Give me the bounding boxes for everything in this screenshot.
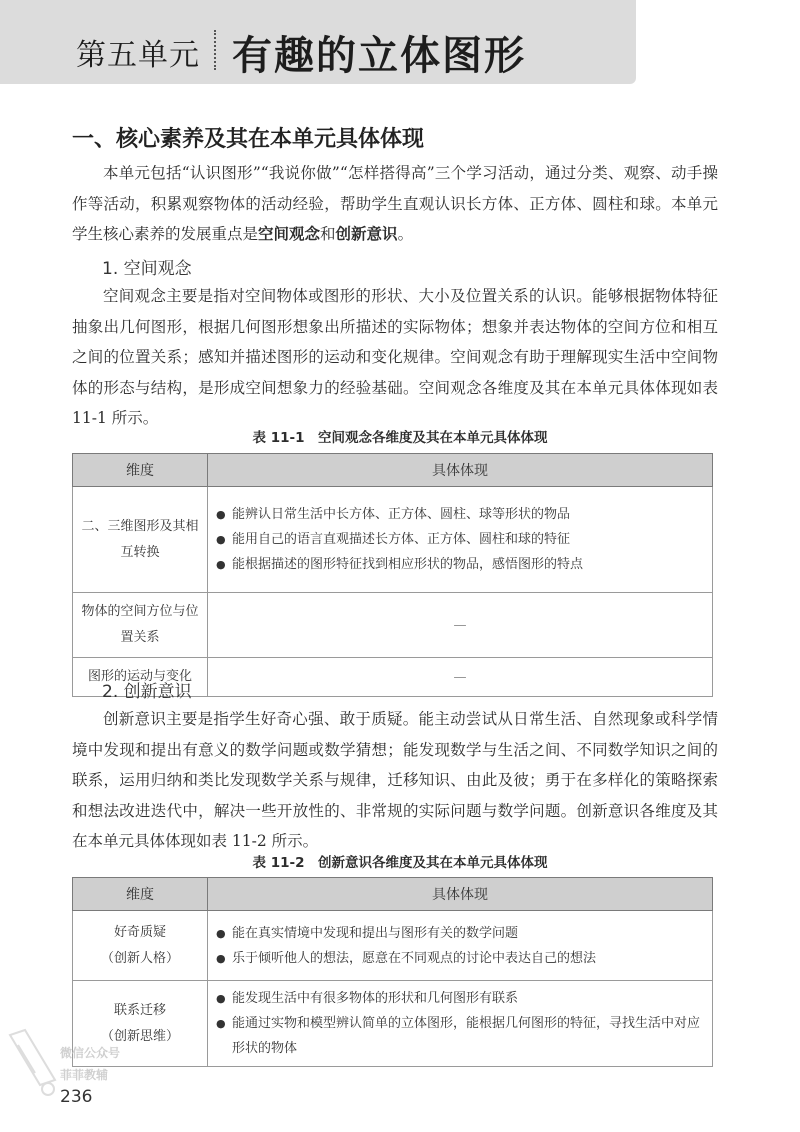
dimension-note: （创新人格）: [100, 950, 179, 966]
bold-term-spatial: 空间观念: [258, 225, 321, 243]
table1-header-manifestation: 具体体现: [208, 454, 713, 487]
list-item: ● 能辨认日常生活中长方体、正方体、圆柱、球等形状的物品: [216, 502, 704, 527]
watermark-line2: 菲菲教辅: [60, 1068, 109, 1082]
table-row: [73, 487, 713, 593]
list-item: ● 能发现生活中有很多物体的形状和几何图形有联系: [216, 986, 704, 1011]
subheading-spatial: 1. 空间观念: [102, 259, 192, 279]
list-item: ● 能根据描述的图形特征找到相应形状的物品，感悟图形的特点: [216, 552, 704, 577]
dimension-cell: [73, 911, 208, 981]
unit-banner: [0, 0, 636, 84]
table-row: [73, 593, 713, 658]
content-cell: [208, 487, 713, 593]
dimension-name: 联系迁移: [113, 1002, 166, 1018]
table1-caption: 表 11-1 空间观念各维度及其在本单元具体体现: [252, 430, 548, 446]
dimension-cell: 图形的运动与变化: [73, 658, 208, 697]
unit-title: 有趣的立体图形: [232, 33, 526, 79]
list-item: ● 能在真实情境中发现和提出与图形有关的数学问题: [216, 921, 704, 946]
subheading-innovation: 2. 创新意识: [102, 682, 192, 702]
dimension-name: 好奇质疑: [113, 924, 166, 940]
spatial-paragraph: 空间观念主要是指对空间物体或图形的形状、大小及位置关系的认识。能够根据物体特征抽象出几何图形，根据几何图形想象出所描述的实际物体；想象并表达物体的空间方位和相互之间的位置关系；感知并描述图形的运动和变化规律。空间观念有助于理解现实生活中空间物体的形态与结构，是形成空间想象力的经验基础。空间观念各维度及其在本单元具体体现如表 11-1 所示。: [72, 287, 718, 427]
banner-divider: [214, 30, 216, 70]
dimension-cell: 物体的空间方位与位置关系: [73, 593, 208, 658]
table2-header-dimension: 维度: [73, 878, 208, 911]
dimension-note: （创新思维）: [100, 1028, 179, 1044]
list-item: ● 能通过实物和模型辨认简单的立体图形，能根据几何图形的特征，寻找生活中对应形状的物体: [216, 1011, 704, 1061]
table-spatial-concept: [72, 453, 713, 697]
page-number: 236: [60, 1087, 93, 1107]
empty-dash: —: [208, 593, 713, 658]
table2-caption: 表 11-2 创新意识各维度及其在本单元具体体现: [252, 855, 548, 871]
list-item: ● 乐于倾听他人的想法，愿意在不同观点的讨论中表达自己的想法: [216, 946, 704, 971]
dimension-cell: 二、三维图形及其相互转换: [73, 487, 208, 593]
content-cell: [208, 911, 713, 981]
content-cell: [208, 981, 713, 1067]
table-innovation: [72, 877, 713, 1067]
unit-label: 第五单元: [76, 38, 200, 73]
table1-header-dimension: 维度: [73, 454, 208, 487]
watermark-line1: 微信公众号: [60, 1046, 121, 1060]
section-heading: 一、核心素养及其在本单元具体体现: [72, 127, 425, 152]
table2-header-manifestation: 具体体现: [208, 878, 713, 911]
bold-term-innovation: 创新意识: [335, 225, 398, 243]
list-item: ● 能用自己的语言直观描述长方体、正方体、圆柱和球的特征: [216, 527, 704, 552]
table-row: [73, 981, 713, 1067]
intro-paragraph: 本单元包括“认识图形”“我说你做”“怎样搭得高”三个学习活动，通过分类、观察、动手操作等活动，积累观察物体的活动经验，帮助学生直观认识长方体、正方体、圆柱和球。本单元学生核心素养的发展重点是空间观念和创新意识。: [72, 164, 718, 243]
empty-dash: —: [208, 658, 713, 697]
table-row: [73, 911, 713, 981]
innovation-paragraph: 创新意识主要是指学生好奇心强、敢于质疑。能主动尝试从日常生活、自然现象或科学情境中发现和提出有意义的数学问题或数学猜想；能发现数学与生活之间、不同数学知识之间的联系，运用归纳和类比发现数学关系与规律，迁移知识、由此及彼；勇于在多样化的策略探索和想法改进迭代中，解决一些开放性的、非常规的实际问题与数学问题。创新意识各维度及其在本单元具体体现如表 11-2 所示。: [72, 710, 718, 850]
